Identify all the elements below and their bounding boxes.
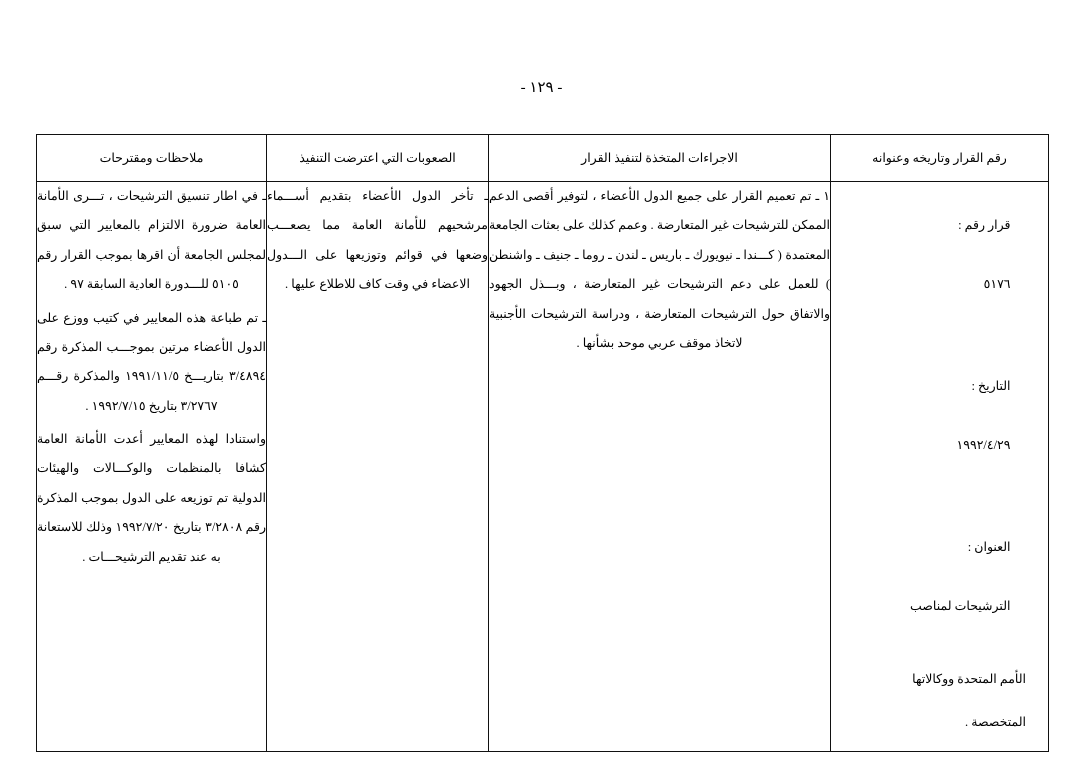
decision-title-line2: الأمم المتحدة ووكالاتها [912, 671, 1026, 686]
decisions-table [36, 134, 1049, 752]
decision-number-value: ٥١٧٦ [983, 277, 1011, 292]
decision-date-value: ١٩٩٢/٤/٢٩ [956, 438, 1011, 452]
notes-item-1: ـ في اطار تنسيق الترشيحات ، تـــرى الأمانة العامة ضرورة الالتزام بالمعايير التي سبق لمجلس الجامعة أن اقرها بموجب القرار رقم ٥١٠٥ للـــدورة العادية السابقة ٩٧ . [37, 189, 266, 292]
difficulties-text: ـ تأخر الدول الأعضاء بتقديم أســـماء مرشحيهم للأمانة العامة مما يصعـــب وضعها في قوائم وتوزيعها على الـــدول الاعضاء في وقت كاف للاطلاع عليها . [267, 189, 488, 292]
page-number: - ١٢٩ - [520, 80, 563, 96]
column-header-difficulties: الصعوبات التي اعترضت التنفيذ [267, 135, 489, 182]
table-row [37, 182, 1049, 752]
notes-item-2: ـ تم طباعة هذه المعايير في كتيب ووزع على الدول الأعضاء مرتين بموجـــب المذكرة رقم ٣/٤٨٩٤ بتاريـــخ ١٩٩١/١١/٥ والمذكرة رقـــم ٣/٢٧٦٧ بتاريخ ١٩٩٢/٧/١٥ . [37, 310, 266, 413]
column-header-decision: رقم القرار وتاريخه وعنوانه [831, 135, 1049, 182]
decision-title-value: الترشيحات لمناصب [910, 598, 1011, 613]
cell-notes [37, 182, 267, 752]
decision-number-label: قرار رقم : [958, 218, 1011, 233]
decision-title-line3: المتخصصة . [965, 715, 1026, 729]
cell-decision [831, 182, 1049, 752]
column-header-measures: الاجراءات المتخذة لتنفيذ القرار [489, 135, 831, 182]
cell-measures [489, 182, 831, 752]
table-header-row [37, 135, 1049, 182]
column-header-notes: ملاحظات ومقترحات [37, 135, 267, 182]
notes-item-3: واستنادا لهذه المعايير أعدت الأمانة العامة كشافا بالمنظمات والوكـــالات والهيئات الدولية تم توزيعه على الدول بموجب المذكرة رقم ٣/٢٨٠٨ بتاريخ ١٩٩٢/٧/٢٠ وذلك للاستعانة به عند تقديم الترشيحـــات . [37, 432, 266, 564]
cell-difficulties [267, 182, 489, 752]
decision-title-label: العنوان : [967, 540, 1011, 555]
decision-date-label: التاريخ : [971, 379, 1011, 394]
measures-text: ١ ـ تم تعميم القرار على جميع الدول الأعضاء ، لتوفير أقصى الدعم الممكن للترشيحات غير المتعارضة . وعمم كذلك على بعثات الجامعة المعتمدة ( كـــندا ـ نيويورك ـ باريس ـ لندن ـ روما ـ جنيف ـ واشنطن ) للعمل على دعم الترشيحات غير المتعارضة ، وبـــذل الجهود والاتفاق حول الترشيحات المتعارضة ، ودراسة الترشيحات الأجنبية لاتخاذ موقف عربي موحد بشأنها . [489, 189, 830, 350]
